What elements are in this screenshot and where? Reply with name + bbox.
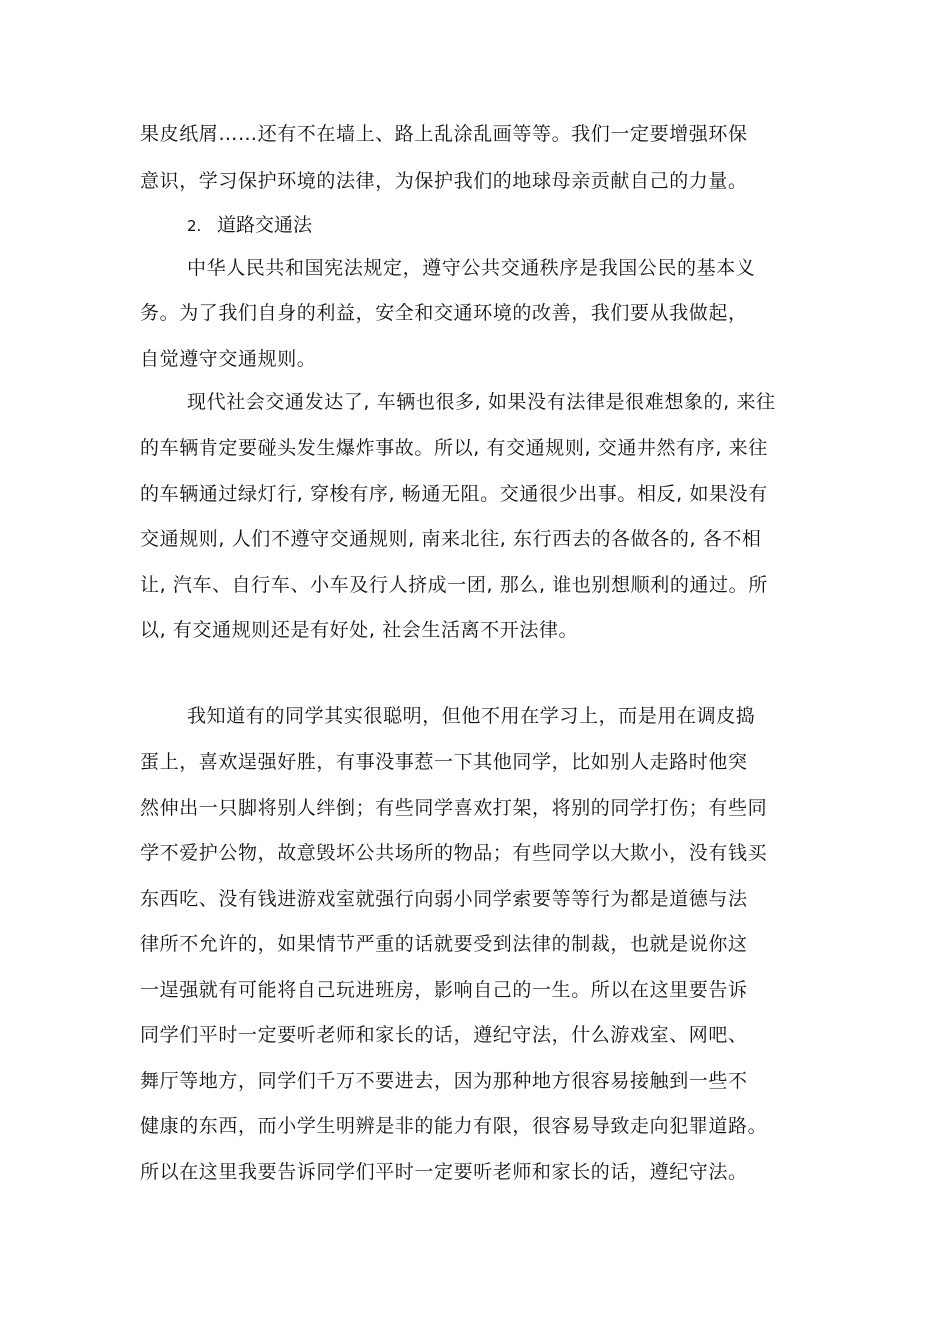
section-title: 道路交通法 <box>217 214 313 236</box>
paragraph-line: 所以在这里我要告诉同学们平时一定要听老师和家长的话，遵纪守法。 <box>140 1161 748 1183</box>
paragraph-line: 然伸出一只脚将别人绊倒；有些同学喜欢打架，将别的同学打伤；有些同 <box>140 797 768 819</box>
paragraph-line: 中华人民共和国宪法规定，遵守公共交通秩序是我国公民的基本义 <box>187 257 756 279</box>
paragraph-line: 的车辆通过绿灯行, 穿梭有序, 畅通无阻。交通很少出事。相反, 如果没有 <box>140 483 768 505</box>
paragraph-line: 同学们平时一定要听老师和家长的话，遵纪守法，什么游戏室、网吧、 <box>140 1024 748 1046</box>
paragraph-line: 自觉遵守交通规则。 <box>140 348 317 370</box>
paragraph-line: 蛋上，喜欢逞强好胜，有事没事惹一下其他同学，比如别人走路时他突 <box>140 751 748 773</box>
paragraph-line: 交通规则, 人们不遵守交通规则, 南来北往, 东行西去的各做各的, 各不相 <box>140 528 762 550</box>
paragraph-line: 东西吃、没有钱进游戏室就强行向弱小同学索要等等行为都是道德与法 <box>140 888 748 910</box>
section-number: 2. <box>187 217 202 235</box>
paragraph-line: 律所不允许的，如果情节严重的话就要受到法律的制裁，也就是说你这 <box>140 933 748 955</box>
paragraph-line: 意识，学习保护环境的法律，为保护我们的地球母亲贡献自己的力量。 <box>140 170 748 192</box>
paragraph-line: 果皮纸屑……还有不在墙上、路上乱涂乱画等等。我们一定要增强环保 <box>140 123 748 145</box>
paragraph-line: 舞厅等地方，同学们千万不要进去，因为那种地方很容易接触到一些不 <box>140 1070 748 1092</box>
paragraph-line: 务。为了我们自身的利益，安全和交通环境的改善，我们要从我做起， <box>140 302 748 324</box>
paragraph-line: 我知道有的同学其实很聪明，但他不用在学习上，而是用在调皮捣 <box>187 705 756 727</box>
paragraph-line: 健康的东西，而小学生明辨是非的能力有限，很容易导致走向犯罪道路。 <box>140 1115 768 1137</box>
paragraph-line: 一逞强就有可能将自己玩进班房，影响自己的一生。所以在这里要告诉 <box>140 979 748 1001</box>
paragraph-line: 以, 有交通规则还是有好处, 社会生活离不开法律。 <box>140 619 579 641</box>
section-heading <box>187 213 312 238</box>
paragraph-line: 让, 汽车、自行车、小车及行人挤成一团, 那么, 谁也别想顺利的通过。所 <box>140 574 768 596</box>
paragraph-line: 的车辆肯定要碰头发生爆炸事故。所以, 有交通规则, 交通井然有序, 来往 <box>140 437 768 459</box>
paragraph-line: 学不爱护公物，故意毁坏公共场所的物品；有些同学以大欺小，没有钱买 <box>140 842 768 864</box>
paragraph-line: 现代社会交通发达了, 车辆也很多, 如果没有法律是很难想象的, 来往 <box>187 391 776 413</box>
